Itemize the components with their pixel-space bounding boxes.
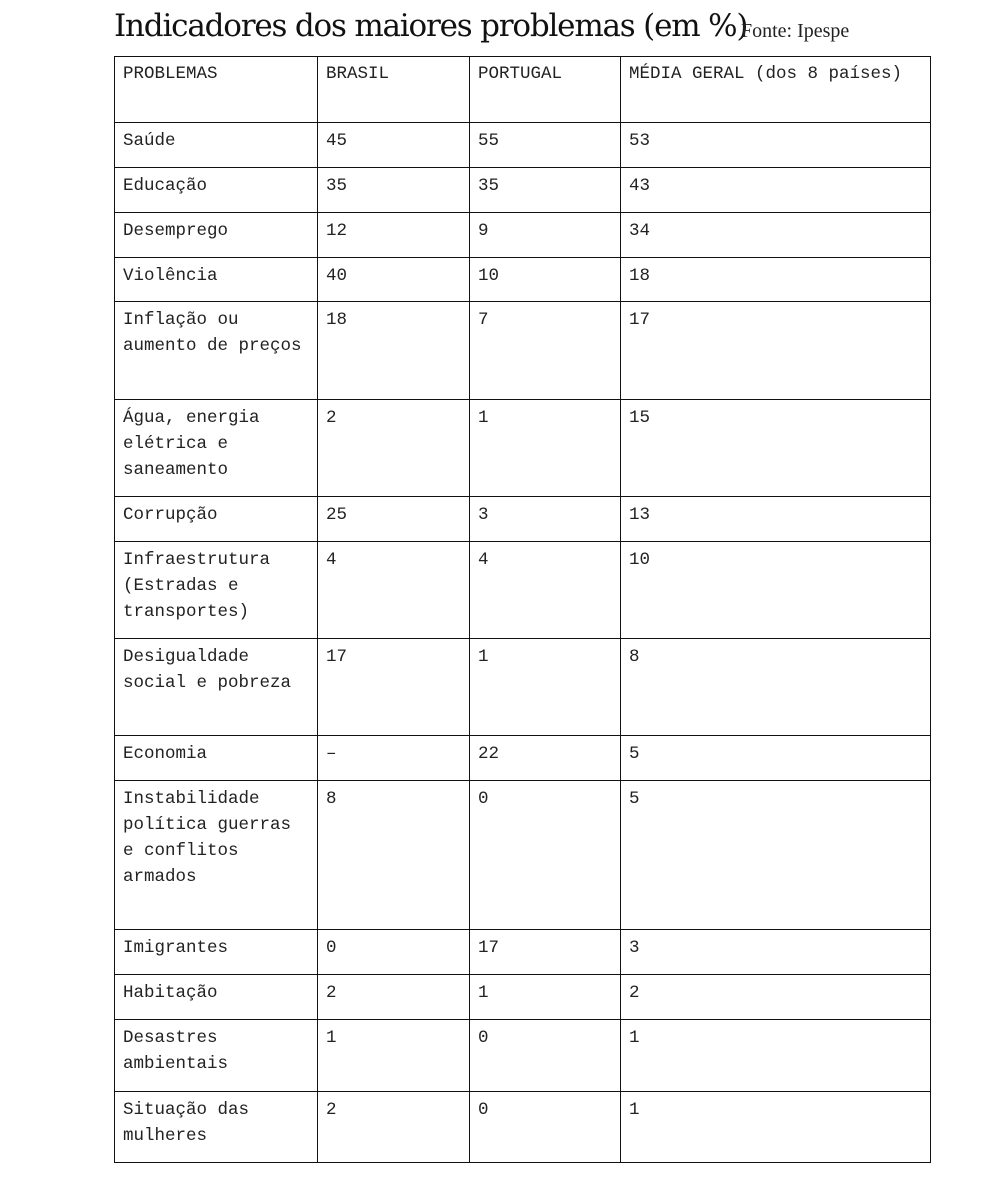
table-row [115,1020,931,1092]
value-cell: 0 [470,1020,621,1092]
problem-cell: Violência [115,258,318,302]
table-row [115,975,931,1020]
value-cell: 5 [621,736,931,781]
value-cell: 12 [318,213,470,258]
value-cell: 18 [318,302,470,400]
value-cell: 1 [470,975,621,1020]
value-cell: 4 [318,542,470,639]
table-row [115,302,931,400]
problem-cell: Desastres ambientais [115,1020,318,1092]
problem-cell: Infraestrutura (Estradas e transportes) [115,542,318,639]
header-cell: BRASIL [318,57,470,123]
value-cell: 2 [318,400,470,497]
value-cell: 1 [621,1020,931,1092]
table-header-row [115,57,931,123]
problem-cell: Inflação ou aumento de preços [115,302,318,400]
page-title: Indicadores dos maiores problemas (em %) [114,8,748,44]
value-cell: 18 [621,258,931,302]
value-cell: 15 [621,400,931,497]
problem-cell: Corrupção [115,497,318,542]
value-cell: 3 [621,930,931,975]
value-cell: 17 [318,639,470,736]
value-cell: 0 [470,1092,621,1163]
table-row [115,123,931,168]
header-cell: PORTUGAL [470,57,621,123]
value-cell: 55 [470,123,621,168]
value-cell: 17 [470,930,621,975]
value-cell: 0 [318,930,470,975]
table-row [115,542,931,639]
value-cell: 5 [621,781,931,930]
value-cell: – [318,736,470,781]
value-cell: 10 [621,542,931,639]
value-cell: 8 [621,639,931,736]
table-row [115,736,931,781]
problem-cell: Desigualdade social e pobreza [115,639,318,736]
header-cell: MÉDIA GERAL (dos 8 países) [621,57,931,123]
value-cell: 10 [470,258,621,302]
value-cell: 25 [318,497,470,542]
value-cell: 43 [621,168,931,213]
problem-cell: Habitação [115,975,318,1020]
problem-cell: Saúde [115,123,318,168]
value-cell: 1 [621,1092,931,1163]
table-row [115,168,931,213]
table-row [115,258,931,302]
value-cell: 2 [318,1092,470,1163]
value-cell: 40 [318,258,470,302]
table-row [115,1092,931,1163]
value-cell: 13 [621,497,931,542]
problem-cell: Desemprego [115,213,318,258]
value-cell: 35 [318,168,470,213]
value-cell: 22 [470,736,621,781]
source-credit: Fonte: Ipespe [741,20,850,42]
value-cell: 4 [470,542,621,639]
value-cell: 45 [318,123,470,168]
problem-cell: Situação das mulheres [115,1092,318,1163]
value-cell: 0 [470,781,621,930]
value-cell: 8 [318,781,470,930]
value-cell: 17 [621,302,931,400]
problem-cell: Imigrantes [115,930,318,975]
value-cell: 9 [470,213,621,258]
value-cell: 53 [621,123,931,168]
problem-cell: Água, energia elétrica e saneamento [115,400,318,497]
table-row [115,781,931,930]
table-row [115,639,931,736]
table-row [115,497,931,542]
table-row [115,930,931,975]
value-cell: 2 [621,975,931,1020]
value-cell: 35 [470,168,621,213]
value-cell: 1 [470,400,621,497]
value-cell: 2 [318,975,470,1020]
value-cell: 1 [470,639,621,736]
header-cell: PROBLEMAS [115,57,318,123]
value-cell: 3 [470,497,621,542]
value-cell: 34 [621,213,931,258]
problem-cell: Educação [115,168,318,213]
problems-table [114,56,931,1163]
value-cell: 7 [470,302,621,400]
problem-cell: Instabilidade política guerras e conflitos armados [115,781,318,930]
problem-cell: Economia [115,736,318,781]
table-row [115,400,931,497]
value-cell: 1 [318,1020,470,1092]
table-row [115,213,931,258]
